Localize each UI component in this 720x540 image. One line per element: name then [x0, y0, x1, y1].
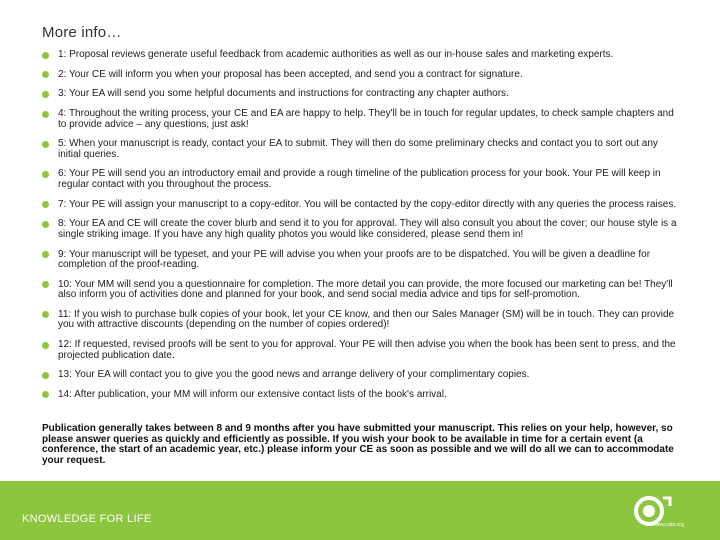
bullet-icon [42, 171, 49, 178]
list-item-text: 9: Your manuscript will be typeset, and your PE will advise you when your proofs are to be dispatched. You will be given a deadline for completion of the proof-reading. [58, 248, 651, 270]
list-item-text: 11: If you wish to purchase bulk copies of your book, let your CE know, and then our Sales Manager (SM) will be in touch. They can provide you with attractive discounts (depending on the number of copies ordered)! [58, 308, 675, 331]
bullet-icon [42, 91, 49, 98]
list-item [42, 50, 682, 61]
bullet-icon [42, 391, 49, 398]
bullet-icon [42, 201, 49, 208]
list-item-text: 4: Throughout the writing process, your CE and EA are happy to help. They'll be in touch for regular updates, to check sample chapters and to provide advice – any questions, just ask! [58, 108, 674, 130]
list-item-text: 14: After publication, your MM will inform our extensive contact lists of the book's arrival. [58, 388, 447, 400]
footer-tagline: KNOWLEDGE FOR LIFE [22, 513, 152, 525]
list-item [42, 89, 682, 100]
list-item [42, 200, 682, 211]
bullet-icon [42, 71, 49, 78]
list-item [42, 219, 682, 240]
list-item-text: 10: Your MM will send you a questionnaire for completion. The more detail you can provide, the more focused our marketing can be! They'll also inform you of activities done and planned for your book, and send social media advice and tips for self-promotion. [58, 278, 673, 301]
bullet-icon [42, 52, 49, 59]
list-item-text: 7: Your PE will assign your manuscript to a copy-editor. You will be contacted by the copy-editor directly with any queries the process raises. [58, 198, 677, 210]
bullet-icon [42, 221, 49, 228]
list-item-text: 2: Your CE will inform you when your proposal has been accepted, and send you a contract for signature. [58, 68, 523, 80]
list-item [42, 370, 682, 381]
bullet-icon [42, 311, 49, 318]
list-item [42, 340, 682, 361]
list-item [42, 310, 682, 331]
list-item-text: 8: Your EA and CE will create the cover blurb and send it to you for approval. They will also consult you about the cover; our house style is a single striking image. If you have any high quality photos you would like considered, please send them in! [58, 218, 677, 240]
bullet-icon [42, 111, 49, 118]
list-item [42, 169, 682, 190]
bullet-icon [42, 281, 49, 288]
list-item [42, 390, 682, 401]
list-item-text: 3: Your EA will send you some helpful documents and instructions for contracting any chapter authors. [58, 88, 509, 100]
list-item-text: 6: Your PE will send you an introductory email and provide a rough timeline of the publication process for your book. Your PE will keep in regular contact with you throughout the process. [58, 168, 661, 190]
list-item [42, 139, 682, 160]
bullet-icon [42, 372, 49, 379]
list-item-text: 12: If requested, revised proofs will be sent to you for approval. Your PE will then advise you when the book has been sent to press, and the projected publication date. [58, 339, 676, 361]
list-item [42, 109, 682, 130]
list-item-text: 5: When your manuscript is ready, contact your EA to submit. They will then do some preliminary checks and contact you to sort out any initial queries. [58, 138, 658, 160]
logo-url: www.cabi.org [654, 522, 684, 528]
publication-note: Publication generally takes between 8 and 9 months after you have submitted your manuscript. This relies on your help, however, so please answer queries as quickly and efficiently as possible. If you wish your book to be available in time for a certain event (a conference, the start of an academic year, etc.) please inform your CE as soon as possible and we will do all we can to accommodate your request. [42, 423, 674, 466]
footer-band [0, 481, 720, 540]
info-list [42, 50, 682, 410]
list-item [42, 280, 682, 301]
bullet-icon [42, 251, 49, 258]
list-item-text: 13: Your EA will contact you to give you the good news and arrange delivery of your complimentary copies. [58, 369, 530, 381]
bullet-icon [42, 141, 49, 148]
list-item [42, 250, 682, 271]
bullet-icon [42, 342, 49, 349]
page-title: More info… [42, 24, 122, 41]
list-item-text: 1: Proposal reviews generate useful feedback from academic authorities as well as our in-house sales and marketing experts. [58, 49, 614, 60]
list-item [42, 70, 682, 81]
